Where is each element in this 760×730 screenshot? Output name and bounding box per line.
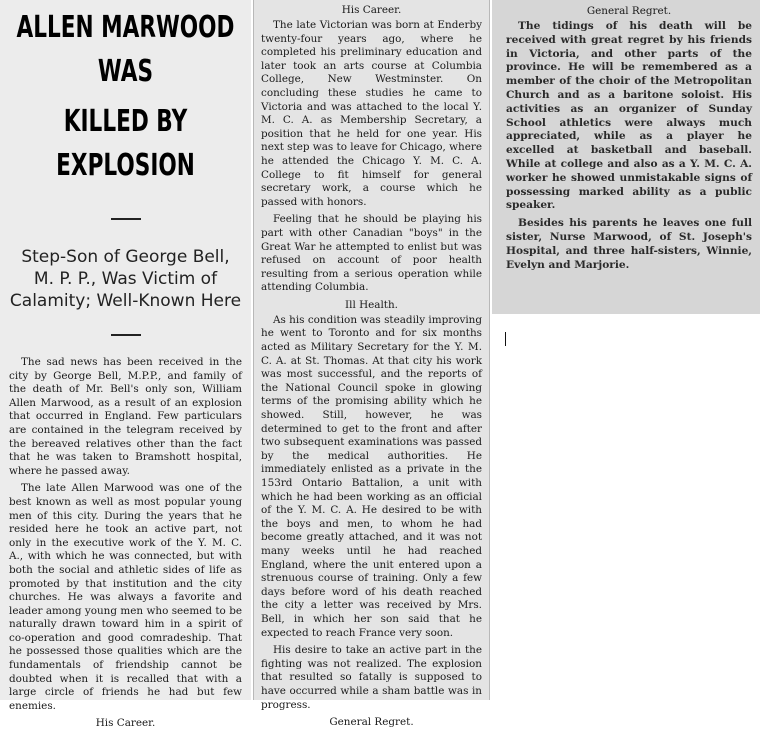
section-heading: General Regret. <box>586 5 672 17</box>
paragraph: As his condition was steadily improving he went to Toronto and for six months acted as Military Secretary for the Y. M. C. A. at St. Thomas. At that city his work was most successful, and the reports of the National Council spoke in glowing terms of the promising ability which he showed. Still, however, he was determined to get to the front and after two subsequent examinations was passed by the medical authorities. He immediately enlisted as a private in the 153rd Ontario Battalion, a unit with which he had been working as an official of the Y. M. C. A. He desired to be with the boys and men, to whom he had become greatly attached, and it was not many weeks until he had reached England, where the unit entered upon a strenuous course of training. Only a few days before word of his death reached the city a letter was received by Mrs. Bell, in which her son said that he expected to reach France very soon. <box>261 313 482 639</box>
section-heading: Ill Health. <box>345 298 398 311</box>
paragraph: The late Victorian was born at Enderby twenty-four years ago, where he completed his preliminary education and later took an arts course at Columbia College, New Westminster. On concluding these studies he came to Victoria and was attached to the local Y. M. C. A. as Membership Secretary, a position that he held for one year. His next step was to leave for Chicago, where he attended the Chicago Y. M. C. A. College to fit himself for general secretary work, a course which he passed with honors. <box>261 19 482 208</box>
divider-rule <box>111 334 141 336</box>
paragraph: The late Allen Marwood was one of the best known as well as most popular young men of this city. During the years that he resided here he took an active part, not only in the executive work of the Y. M. C. A., with which he was connected, but with both the social and athletic sides of life as promoted by that institution and the city churches. He was always a favorite and leader among young men who seemed to be naturally drawn toward him in a spirit of co-operation and good comradeship. That he possessed those qualities which are the fundamentals of friendship cannot be doubted when it is recalled that with a large circle of friends he had but few enemies. <box>9 482 242 712</box>
section-heading: General Regret. <box>329 716 414 729</box>
section-heading: His Career. <box>341 4 402 16</box>
section-heading: His Career. <box>95 717 156 730</box>
paragraph: Feeling that he should be playing his part with other Canadian "boys" in the Great War he attempted to enlist but was refused on account of poor health resulting from a serious operation while attending Columbia. <box>261 213 482 294</box>
headline-line-1: ALLEN MARWOOD WAS <box>16 10 235 89</box>
text-cursor <box>505 332 506 346</box>
subheadline: Step-Son of George Bell, M. P. P., Was Victim of Calamity; Well-Known Here <box>9 247 242 311</box>
paragraph: The sad news has been received in the city by George Bell, M.P.P., and family of the death of Mr. Bell's only son, William Allen Marwood, as a result of an explosion that occurred in England. Few particulars are contained in the telegram received by the bereaved relatives other than the fact that he was taken to Bramshott hospital, where he passed away. <box>9 356 242 477</box>
article-column-2 <box>253 0 490 729</box>
article-column-3 <box>492 0 760 314</box>
paragraph: His desire to take an active part in the fighting was not realized. The explosion that resulted so fatally is supposed to have occurred while a sham battle was in progress. <box>261 644 482 711</box>
paragraph: The tidings of his death will be received with great regret by his friends in Victoria, and other parts of the province. He will be remembered as a member of the choir of the Metropolitan Church and as a baritone soloist. His activities as an organizer of Sunday School athletics were always much appreciated, while as a player he excelled at basketball and baseball. While at college and also as a Y. M. C. A. worker he showed unmistakable signs of possessing marked ability as a public speaker. <box>506 20 752 212</box>
article-column-1 <box>0 0 251 730</box>
paragraph: Besides his parents he leaves one full sister, Nurse Marwood, of St. Joseph's Hospital, and three half-sisters, Winnie, Evelyn and Marjorie. <box>506 217 752 271</box>
headline-line-2: KILLED BY EXPLOSION <box>56 104 195 183</box>
divider-rule <box>111 218 141 220</box>
